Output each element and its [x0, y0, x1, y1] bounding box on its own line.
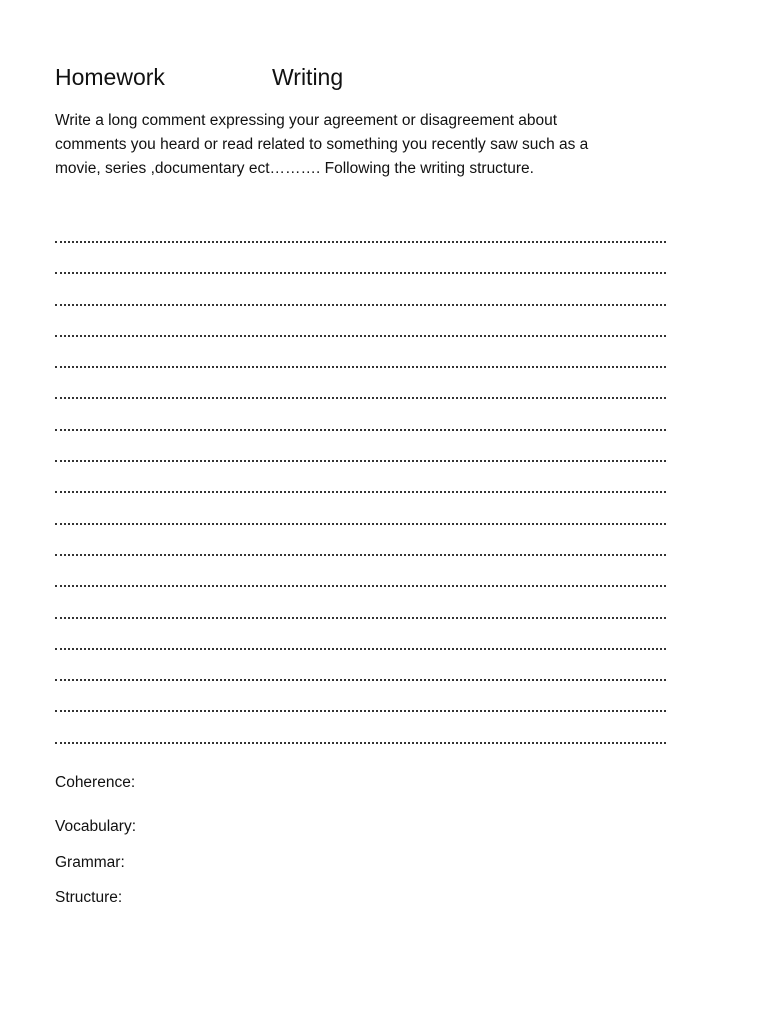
criterion-grammar: Grammar: — [55, 854, 125, 871]
answer-line[interactable] — [55, 637, 666, 668]
answer-line[interactable] — [55, 606, 666, 637]
dotted-rule — [55, 460, 666, 462]
criterion-structure: Structure: — [55, 889, 123, 906]
answer-line[interactable] — [55, 731, 666, 762]
dotted-rule — [55, 742, 666, 744]
instructions-paragraph — [55, 109, 645, 181]
page-title — [55, 63, 455, 93]
answer-line[interactable] — [55, 512, 666, 543]
dotted-rule — [55, 585, 666, 587]
answer-line[interactable] — [55, 418, 666, 449]
criterion-coherence: Coherence: — [55, 774, 136, 791]
dotted-rule — [55, 241, 666, 243]
instructions-line: movie, series ,documentary ect………. Following the writing structure. — [55, 160, 534, 177]
answer-line[interactable] — [55, 668, 666, 699]
answer-line[interactable] — [55, 543, 666, 574]
answer-line[interactable] — [55, 449, 666, 480]
answer-line[interactable] — [55, 261, 666, 292]
answer-line[interactable] — [55, 574, 666, 605]
dotted-rule — [55, 523, 666, 525]
dotted-rule — [55, 366, 666, 368]
dotted-rule — [55, 554, 666, 556]
dotted-rule — [55, 710, 666, 712]
instructions-line: Write a long comment expressing your agreement or disagreement about — [55, 112, 558, 129]
dotted-rule — [55, 491, 666, 493]
dotted-rule — [55, 335, 666, 337]
answer-line[interactable] — [55, 386, 666, 417]
dotted-rule — [55, 648, 666, 650]
dotted-rule — [55, 679, 666, 681]
answer-line[interactable] — [55, 699, 666, 730]
dotted-rule — [55, 429, 666, 431]
answer-line[interactable] — [55, 324, 666, 355]
answer-line[interactable] — [55, 480, 666, 511]
title-writing: Writing — [272, 64, 344, 90]
answer-line[interactable] — [55, 293, 666, 324]
dotted-rule — [55, 617, 666, 619]
title-homework: Homework — [55, 64, 165, 90]
criterion-vocabulary: Vocabulary: — [55, 818, 136, 835]
answer-line[interactable] — [55, 230, 666, 261]
instructions-line: comments you heard or read related to something you recently saw such as a — [55, 136, 589, 153]
dotted-rule — [55, 272, 666, 274]
dotted-rule — [55, 397, 666, 399]
answer-line[interactable] — [55, 355, 666, 386]
answer-writing-area[interactable] — [55, 230, 666, 762]
dotted-rule — [55, 304, 666, 306]
